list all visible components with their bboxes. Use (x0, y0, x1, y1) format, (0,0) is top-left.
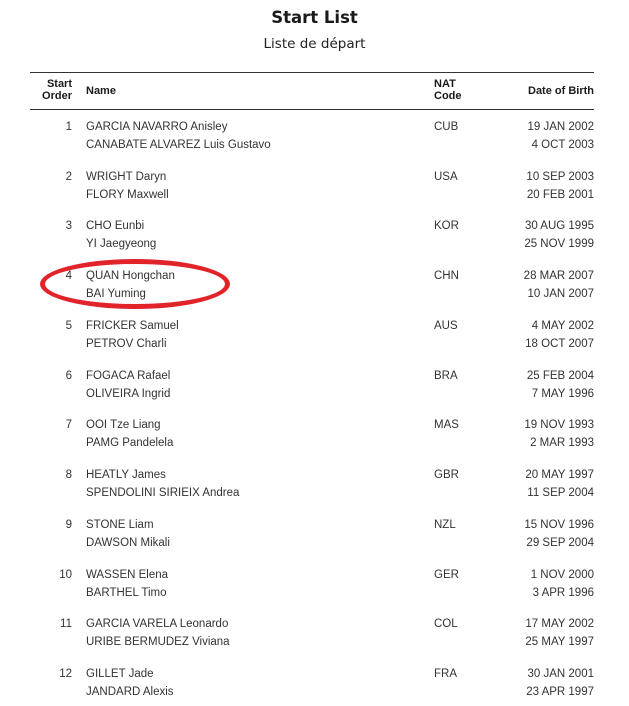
names-cell (86, 416, 426, 452)
dob-cell (484, 168, 594, 204)
start-order: 8 (65, 469, 72, 481)
date-of-birth: 15 NOV 1996 (524, 519, 594, 531)
dob-cell (484, 665, 594, 701)
start-order: 1 (65, 121, 72, 133)
date-of-birth: 29 SEP 2004 (526, 537, 594, 549)
athlete-name: YI Jaegyeong (86, 238, 157, 250)
red-circle-annotation (40, 259, 230, 309)
athlete-name: CANABATE ALVAREZ Luis Gustavo (86, 139, 271, 151)
nat-code: USA (434, 171, 458, 183)
date-of-birth: 4 OCT 2003 (531, 139, 594, 151)
athlete-name: BAI Yuming (86, 288, 146, 300)
athlete-name: OLIVEIRA Ingrid (86, 388, 171, 400)
date-of-birth: 3 APR 1996 (532, 587, 594, 599)
header-nat-line1: NAT (434, 78, 456, 90)
names-cell (86, 466, 426, 502)
date-of-birth: 25 MAY 1997 (525, 636, 594, 648)
date-of-birth: 11 SEP 2004 (527, 487, 594, 499)
table-row (30, 665, 594, 705)
table-row (30, 416, 594, 456)
table-row (30, 516, 594, 556)
table-row (30, 466, 594, 506)
header-date-of-birth: Date of Birth (528, 85, 594, 97)
date-of-birth: 20 MAY 1997 (525, 469, 594, 481)
dob-cell (484, 118, 594, 154)
athlete-name: JANDARD Alexis (86, 686, 174, 698)
athlete-name: PAMG Pandelela (86, 437, 174, 449)
date-of-birth: 25 NOV 1999 (524, 238, 594, 250)
nat-code: FRA (434, 668, 457, 680)
athlete-name: FLORY Maxwell (86, 189, 169, 201)
dob-cell (484, 566, 594, 602)
athlete-name: URIBE BERMUDEZ Viviana (86, 636, 230, 648)
start-order: 11 (60, 618, 72, 630)
nat-code: BRA (434, 370, 458, 382)
athlete-name: STONE Liam (86, 519, 154, 531)
athlete-name: GILLET Jade (86, 668, 154, 680)
start-order: 3 (65, 220, 72, 232)
header-start-order (30, 78, 72, 102)
start-order: 2 (65, 171, 72, 183)
date-of-birth: 30 AUG 1995 (524, 220, 594, 232)
header-start-order-line2: Order (42, 90, 72, 102)
nat-code: AUS (434, 320, 458, 332)
date-of-birth: 20 FEB 2001 (526, 189, 594, 201)
athlete-name: HEATLY James (86, 469, 166, 481)
header-start-order-line1: Start (46, 78, 72, 90)
athlete-name: QUAN Hongchan (86, 270, 175, 282)
names-cell (86, 615, 426, 651)
athlete-name: CHO Eunbi (86, 220, 145, 232)
start-order: 10 (59, 569, 72, 581)
date-of-birth: 19 NOV 1993 (524, 419, 594, 431)
start-order: 6 (65, 370, 72, 382)
table-row (30, 317, 594, 357)
nat-code: CUB (434, 121, 459, 133)
date-of-birth: 10 SEP 2003 (526, 171, 594, 183)
athlete-name: GARCIA VARELA Leonardo (86, 618, 229, 630)
dob-cell (484, 416, 594, 452)
date-of-birth: 10 JAN 2007 (527, 288, 594, 300)
start-order: 5 (65, 320, 72, 332)
nat-code: COL (434, 618, 458, 630)
date-of-birth: 2 MAR 1993 (530, 437, 594, 449)
names-cell (86, 367, 426, 403)
table-row (30, 118, 594, 158)
dob-cell (484, 615, 594, 651)
date-of-birth: 30 JAN 2001 (527, 668, 594, 680)
athlete-name: PETROV Charli (86, 338, 167, 350)
header-name: Name (86, 85, 116, 97)
table-row (30, 217, 594, 257)
nat-code: NZL (434, 519, 456, 531)
date-of-birth: 28 MAR 2007 (523, 270, 594, 282)
start-order: 4 (65, 270, 72, 282)
nat-code: GER (434, 569, 459, 581)
page-subtitle: Liste de départ (263, 36, 366, 52)
athlete-name: BARTHEL Timo (86, 587, 167, 599)
table-header (30, 72, 594, 110)
nat-code: GBR (434, 469, 459, 481)
nat-code: CHN (434, 270, 459, 282)
nat-code: MAS (434, 419, 459, 431)
dob-cell (484, 317, 594, 353)
dob-cell (484, 267, 594, 303)
date-of-birth: 17 MAY 2002 (525, 618, 594, 630)
dob-cell (484, 466, 594, 502)
table-row (30, 367, 594, 407)
athlete-name: GARCIA NAVARRO Anisley (86, 121, 228, 133)
date-of-birth: 25 FEB 2004 (526, 370, 594, 382)
page-title: Start List (271, 8, 358, 27)
dob-cell (484, 367, 594, 403)
athlete-name: SPENDOLINI SIRIEIX Andrea (86, 487, 240, 499)
names-cell (86, 516, 426, 552)
date-of-birth: 19 JAN 2002 (527, 121, 594, 133)
names-cell (86, 665, 426, 701)
header-nat-line2: Code (434, 90, 462, 102)
date-of-birth: 4 MAY 2002 (531, 320, 594, 332)
names-cell (86, 566, 426, 602)
names-cell (86, 168, 426, 204)
start-order: 12 (59, 668, 72, 680)
start-order: 9 (65, 519, 72, 531)
names-cell (86, 217, 426, 253)
athlete-name: FRICKER Samuel (86, 320, 179, 332)
date-of-birth: 23 APR 1997 (526, 686, 594, 698)
names-cell (86, 317, 426, 353)
date-of-birth: 18 OCT 2007 (525, 338, 594, 350)
header-nat-code (434, 78, 462, 102)
athlete-name: WRIGHT Daryn (86, 171, 167, 183)
athlete-name: OOI Tze Liang (86, 419, 161, 431)
start-order: 7 (65, 419, 72, 431)
table-row (30, 168, 594, 208)
names-cell (86, 118, 426, 154)
table-row (30, 615, 594, 655)
date-of-birth: 7 MAY 1996 (531, 388, 594, 400)
athlete-name: WASSEN Elena (86, 569, 169, 581)
dob-cell (484, 217, 594, 253)
athlete-name: DAWSON Mikali (86, 537, 170, 549)
athlete-name: FOGACA Rafael (86, 370, 171, 382)
dob-cell (484, 516, 594, 552)
table-row (30, 566, 594, 606)
nat-code: KOR (434, 220, 459, 232)
date-of-birth: 1 NOV 2000 (530, 569, 594, 581)
